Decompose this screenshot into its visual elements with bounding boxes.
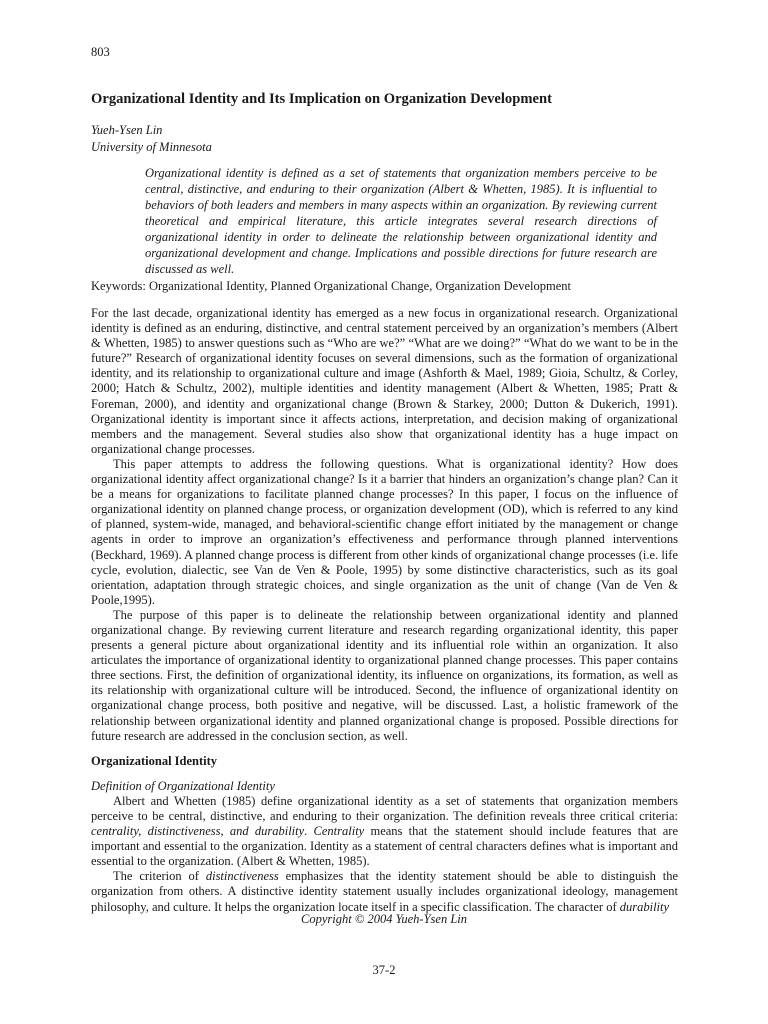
section-heading: Organizational Identity bbox=[91, 753, 218, 768]
paragraph-4-criteria: centrality, distinctiveness, and durability bbox=[91, 824, 305, 839]
paragraph-1: For the last decade, organizational identity has emerged as a new focus in organizational research. Organizational identity is defined as an enduring, distinctive, and central statement perceived by an organization’s members (Albert & Whetten, 1985) to answer questions such as “Who are we?” “What are we doing?” “What do we want to be in the future?” Research of organizational identity focuses on several dimensions, such as the formation of organizational identity, and its relationship to organizational culture and image (Ashforth & Mael, 1989; Gioia, Schultz, & Corley, 2000; Hatch & Schultz, 2002), multiple identities and identity management (Albert & Whetten, 1985; Pratt & Foreman, 2000), and identity and organizational change (Brown & Starkey, 2000; Dutton & Dukerich, 1991). Organizational identity is important since it affects actions, interpretation, and decision making of organizational members and the management. Several studies also show that organizational identity has a huge impact on organizational change processes. bbox=[91, 306, 678, 456]
paragraph-3: The purpose of this paper is to delineate the relationship between organizational identity and planned organizational change. By reviewing current literature and research regarding organizational identity, this paper presents a general picture about organizational identity and its influential role within an organization. It also articulates the importance of organizational identity to organizational planned change processes. This paper contains three sections. First, the definition of organizational identity, its influence on organizations, its formation, as well as its relationship with organizational culture will be introduced. Second, the influence of organizational identity on organizational change process, both positive and negative, will be discussed. Last, a holistic framework of the relationship between organizational identity and planned organizational change is proposed. Possible directions for future research are addressed in the conclusion section, as well. bbox=[91, 607, 678, 743]
paragraph-5-text-a: The criterion of bbox=[113, 869, 206, 884]
author-affiliation: University of Minnesota bbox=[91, 140, 212, 154]
page-number-top: 803 bbox=[91, 45, 110, 59]
author-name: Yueh-Ysen Lin bbox=[91, 123, 163, 137]
paper-title: Organizational Identity and Its Implication on Organization Development bbox=[91, 91, 552, 107]
paragraph-5-distinctiveness: distinctiveness bbox=[205, 869, 279, 884]
paragraph-4-text-a: Albert and Whetten (1985) define organizational identity as a set of statements that organization members perceive to be central, distinctive, and enduring to their organization. The definition reveals three critical criteria: bbox=[91, 793, 678, 823]
paragraph-4-text-c: . bbox=[304, 824, 314, 839]
author-block bbox=[91, 122, 212, 156]
page-number-bottom: 37-2 bbox=[372, 963, 396, 977]
paragraph-2: This paper attempts to address the following questions. What is organizational identity? How does organizational identity affect organizational change? Is it a barrier that hinders an organization’s change plan? Can it be a means for organizations to facilitate planned change processes? In this paper, I focus on the influence of organizational identity on planned change process, or organization development (OD), which is referred to any kind of planned, system-wide, managed, and behavioral-scientific change effort initiated by the management or change agents in order to improve an organization’s effectiveness and performance through planned interventions (Beckhard, 1969). A planned change process is different from other kinds of organizational change processes (i.e. life cycle, evolution, dialectic, see Van de Ven & Poole, 1995) by some distinctive characteristics, such as its goal orientation, adaptation through strategic choices, and single organization as the unit of change (Van de Ven & Poole,1995). bbox=[91, 456, 678, 607]
keywords: Keywords: Organizational Identity, Planned Organizational Change, Organization Development bbox=[91, 279, 571, 293]
copyright-notice: Copyright © 2004 Yueh-Ysen Lin bbox=[301, 912, 467, 926]
subsection-heading: Definition of Organizational Identity bbox=[91, 778, 275, 793]
paragraph-5 bbox=[91, 869, 678, 914]
paragraph-4 bbox=[91, 794, 678, 869]
body-text bbox=[91, 306, 678, 915]
abstract: Organizational identity is defined as a set of statements that organization members perceive to be central, distinctive, and enduring to their organization (Albert & Whetten, 1985). It is influential to behaviors of both leaders and members in many aspects within an organization. By reviewing current theoretical and empirical literature, this article integrates several research directions of organizational identity in order to delineate the relationship between organizational identity and organizational development and change. Implications and possible directions for future research are discussed as well. bbox=[145, 166, 657, 276]
paragraph-4-centrality: Centrality bbox=[313, 824, 365, 839]
paragraph-5-text-c: emphasizes that the identity statement should be able to distinguish the organization from others. A distinctive identity statement usually includes organizational ideology, management philosophy, and culture. It helps the organization locate itself in a specific classification. The character of bbox=[91, 869, 679, 914]
paragraph-4-text-e: means that the statement should include features that are important and essential to the organization. Identity as a statement of central characters defines what is important and essential to the organization. (Albert & Whetten, 1985). bbox=[91, 824, 678, 869]
paragraph-5-durability: durability bbox=[619, 899, 670, 914]
